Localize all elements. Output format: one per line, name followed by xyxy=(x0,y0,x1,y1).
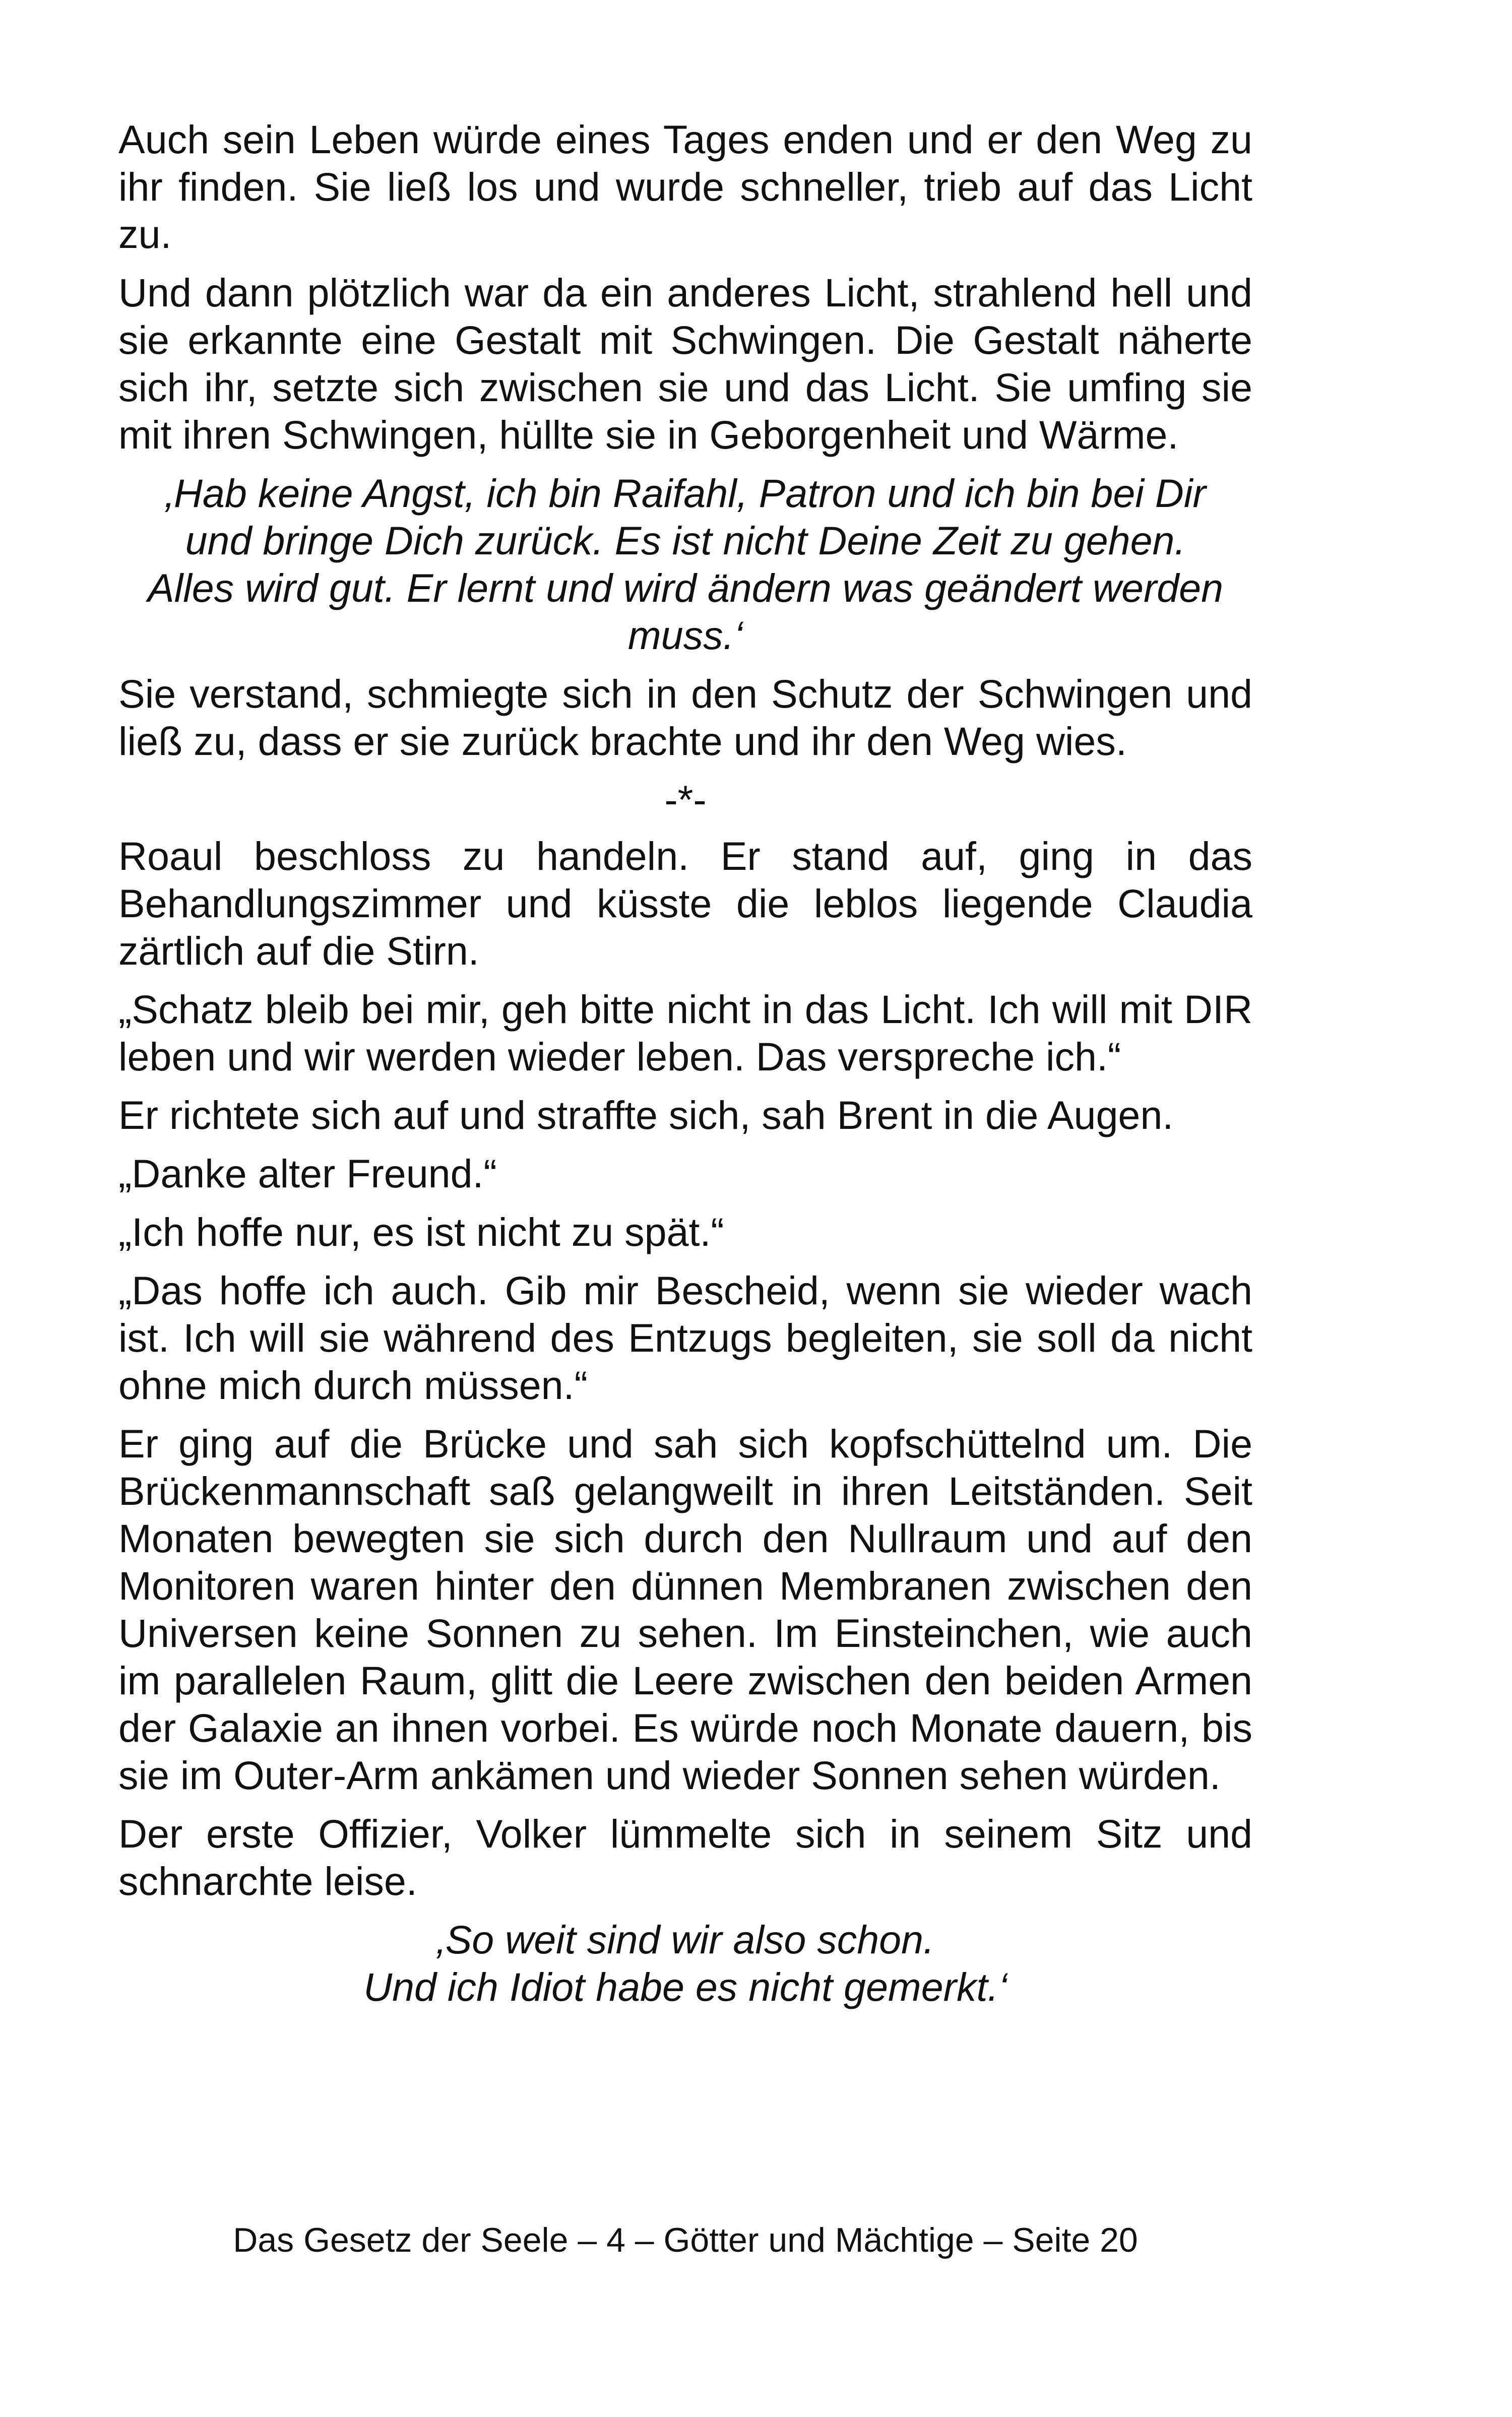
italic-thought xyxy=(118,1916,1252,2011)
thought-line: und bringe Dich zurück. Es ist nicht Deine Zeit zu gehen. xyxy=(185,518,1186,563)
paragraph: Sie verstand, schmiegte sich in den Schutz der Schwingen und ließ zu, dass er sie zurück brachte und ihr den Weg wies. xyxy=(118,671,1252,764)
paragraph: Und dann plötzlich war da ein anderes Licht, strahlend hell und sie erkannte eine Gestalt mit Schwingen. Die Gestalt näherte sich ihr, setzte sich zwischen sie und das Licht. Sie umfing sie mit ihren Schwingen, hüllte sie in Geborgenheit und Wärme. xyxy=(118,270,1252,457)
paragraph: Roaul beschloss zu handeln. Er stand auf, ging in das Behandlungszimmer und küsste die leblos liegende Claudia zärtlich auf die Stirn. xyxy=(118,834,1252,973)
paragraph: „Das hoffe ich auch. Gib mir Bescheid, wenn sie wieder wach ist. Ich will sie während des Entzugs begleiten, sie soll da nicht ohne mich durch müssen.“ xyxy=(118,1268,1252,1408)
paragraph: Der erste Offizier, Volker lümmelte sich in seinem Sitz und schnarchte leise. xyxy=(118,1811,1252,1903)
italic-thought xyxy=(118,470,1252,659)
paragraph: „Danke alter Freund.“ xyxy=(118,1151,497,1196)
body-text xyxy=(118,116,1252,2022)
page-footer: Das Gesetz der Seele – 4 – Götter und Mächtige – Seite 20 xyxy=(233,2221,1138,2259)
thought-line: Und ich Idiot habe es nicht gemerkt.‘ xyxy=(363,1964,1007,2009)
thought-line: ‚So weit sind wir also schon. xyxy=(436,1917,934,1962)
paragraph: „Ich hoffe nur, es ist nicht zu spät.“ xyxy=(118,1210,724,1254)
paragraph: Er ging auf die Brücke und sah sich kopfschüttelnd um. Die Brückenmannschaft saß gelangweilt in ihren Leitständen. Seit Monaten bewegten sie sich durch den Nullraum und auf den Monitoren waren hinter den dünnen Membranen zwischen den Universen keine Sonnen zu sehen. Im Einsteinchen, wie auch im parallelen Raum, glitt die Leere zwischen den beiden Armen der Galaxie an ihnen vorbei. Es würde noch Monate dauern, bis sie im Outer-Arm ankämen und wieder Sonnen sehen würden. xyxy=(118,1421,1252,1798)
paragraph: Auch sein Leben würde eines Tages enden und er den Weg zu ihr finden. Sie ließ los und wurde schneller, trieb auf das Licht zu. xyxy=(118,117,1252,257)
paragraph: „Schatz bleib bei mir, geh bitte nicht in das Licht. Ich will mit DIR leben und wir werden wieder leben. Das verspreche ich.“ xyxy=(118,987,1252,1079)
scene-separator: -*- xyxy=(664,777,707,822)
thought-line: muss.‘ xyxy=(627,613,743,658)
paragraph: Er richtete sich auf und straffte sich, sah Brent in die Augen. xyxy=(118,1093,1174,1137)
thought-line: ‚Hab keine Angst, ich bin Raifahl, Patron und ich bin bei Dir xyxy=(165,471,1206,516)
thought-line: Alles wird gut. Er lernt und wird ändern was geändert werden xyxy=(147,565,1224,610)
